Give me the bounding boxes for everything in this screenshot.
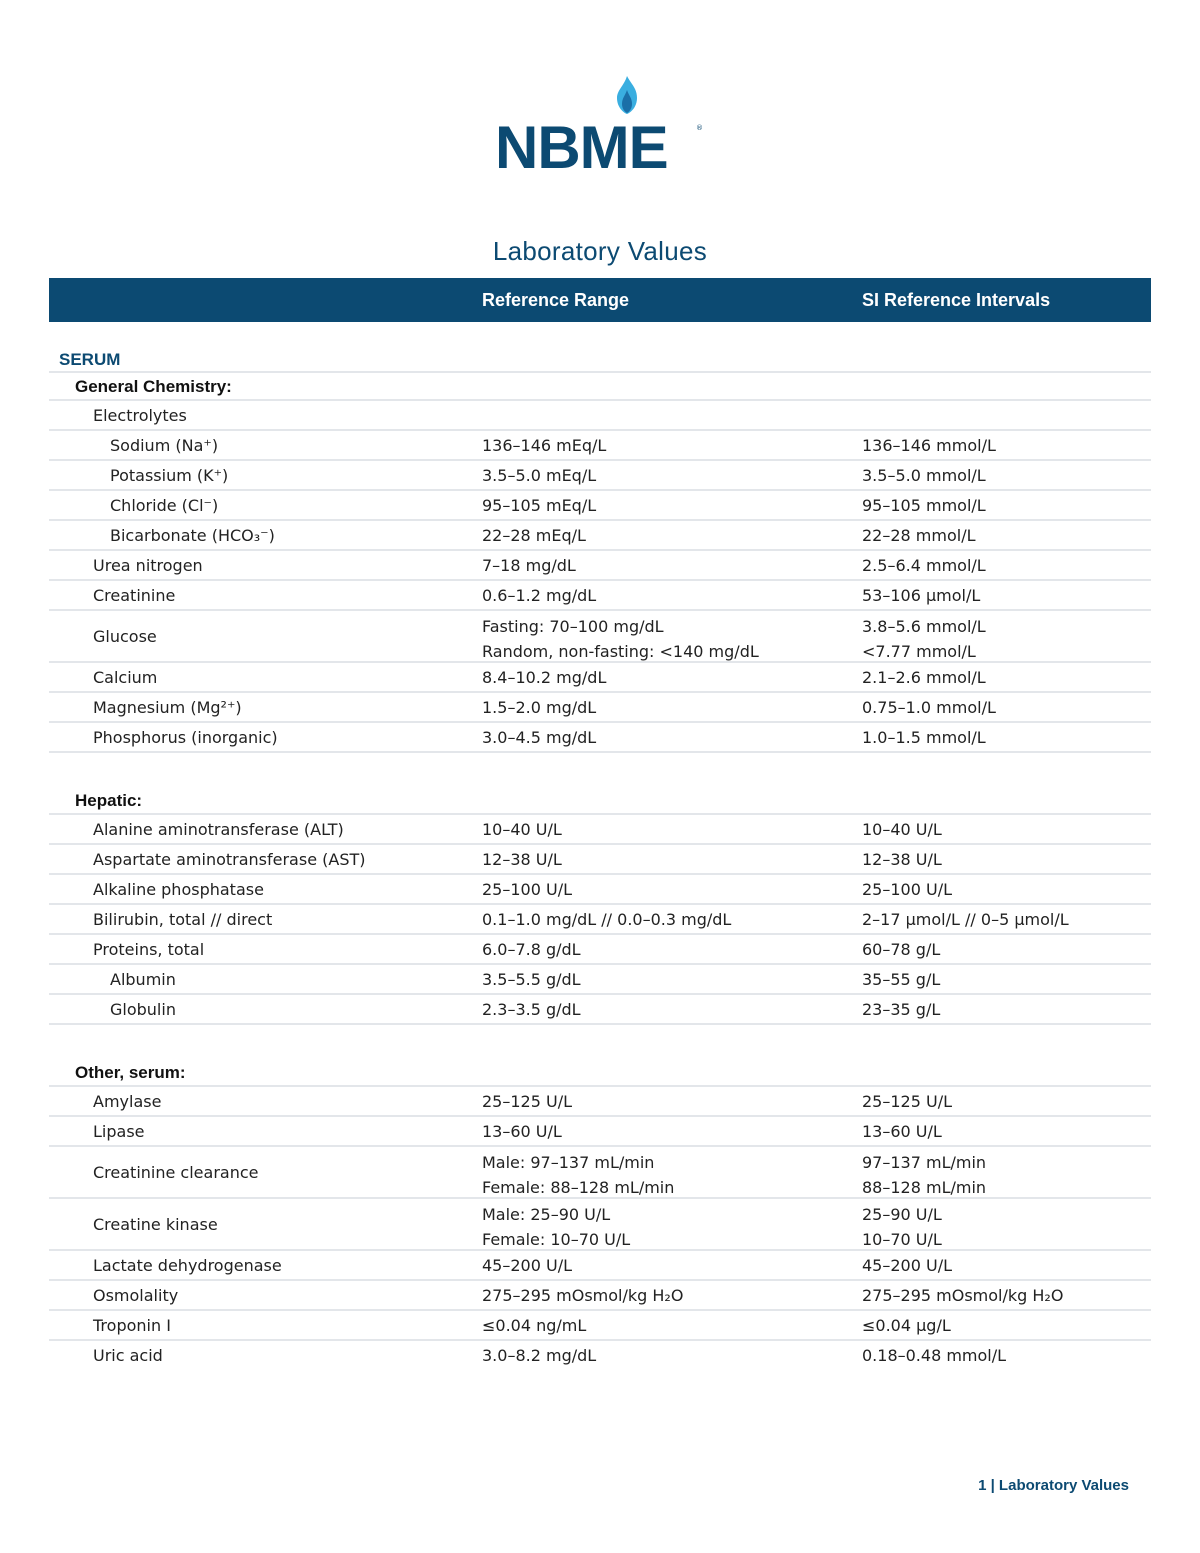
table-row [49,967,1151,995]
si-interval-line: <7.77 mmol/L [862,642,976,661]
reference-range: 3.0–4.5 mg/dL [482,728,597,747]
group-general-chemistry [49,373,1151,401]
reference-range: 13–60 U/L [482,1122,562,1141]
test-name: Creatinine [93,586,176,605]
si-interval: 25–125 U/L [862,1092,952,1111]
si-interval [862,1150,986,1200]
test-name: Potassium (K⁺) [110,466,229,485]
test-name: Calcium [93,668,158,687]
lab-values-table [49,345,1151,1369]
si-interval: 10–40 U/L [862,820,942,839]
group-label: General Chemistry: [75,377,232,396]
si-interval-line: 97–137 mL/min [862,1153,987,1172]
table-row [49,877,1151,905]
si-interval: 35–55 g/L [862,970,941,989]
subgroup-electrolytes [49,403,1151,431]
reference-range: 1.5–2.0 mg/dL [482,698,597,717]
test-name: Alanine aminotransferase (ALT) [93,820,344,839]
reference-range: 25–100 U/L [482,880,572,899]
test-name: Amylase [93,1092,162,1111]
test-name: Proteins, total [93,940,205,959]
si-interval-line: 25–90 U/L [862,1205,942,1224]
si-interval: 2.5–6.4 mmol/L [862,556,986,575]
table-row [49,1149,1151,1199]
test-name: Magnesium (Mg²⁺) [93,698,242,717]
table-row [49,665,1151,693]
section-label: SERUM [59,350,121,369]
section-spacer [49,1025,1151,1059]
si-interval: 0.75–1.0 mmol/L [862,698,996,717]
reference-range [482,614,759,664]
table-row [49,1089,1151,1117]
group-hepatic [49,787,1151,815]
test-name: Sodium (Na⁺) [110,436,219,455]
logo-wordmark: NBME [495,114,668,181]
group-other-serum [49,1059,1151,1087]
reference-range-line: Female: 88–128 mL/min [482,1178,675,1197]
si-interval: 25–100 U/L [862,880,952,899]
test-name: Uric acid [93,1346,163,1365]
si-interval: 3.5–5.0 mmol/L [862,466,986,485]
page-title: Laboratory Values [492,236,708,266]
header-si-intervals: SI Reference Intervals [862,290,1051,310]
table-row [49,817,1151,845]
logo-registered-mark: ® [696,124,703,132]
test-name: Creatinine clearance [93,1163,259,1182]
test-name: Troponin I [93,1316,171,1335]
test-name: Urea nitrogen [93,556,203,575]
table-row [49,1253,1151,1281]
reference-range: 0.6–1.2 mg/dL [482,586,597,605]
test-name: Lactate dehydrogenase [93,1256,282,1275]
table-row [49,493,1151,521]
table-row [49,613,1151,663]
reference-range: 3.5–5.0 mEq/L [482,466,597,485]
test-name: Albumin [110,970,176,989]
reference-range: 3.5–5.5 g/dL [482,970,581,989]
si-interval-line: 88–128 mL/min [862,1178,987,1197]
nbme-logo [495,76,710,181]
table-row [49,553,1151,581]
si-interval: 12–38 U/L [862,850,942,869]
table-row [49,1343,1151,1369]
reference-range: 136–146 mEq/L [482,436,607,455]
table-row [49,937,1151,965]
header-reference-range: Reference Range [482,290,630,310]
si-interval [862,1202,942,1252]
reference-range: 22–28 mEq/L [482,526,586,545]
reference-range: 0.1–1.0 mg/dL // 0.0–0.3 mg/dL [482,910,732,929]
si-interval: 136–146 mmol/L [862,436,996,455]
test-name: Lipase [93,1122,145,1141]
reference-range: 6.0–7.8 g/dL [482,940,581,959]
reference-range: 2.3–3.5 g/dL [482,1000,581,1019]
reference-range: 45–200 U/L [482,1256,572,1275]
si-interval: 53–106 µmol/L [862,586,981,605]
si-interval: 22–28 mmol/L [862,526,976,545]
test-name: Chloride (Cl⁻) [110,496,219,515]
si-interval: 2.1–2.6 mmol/L [862,668,986,687]
si-interval-line: 3.8–5.6 mmol/L [862,617,986,636]
test-name: Creatine kinase [93,1215,218,1234]
test-name: Bicarbonate (HCO₃⁻) [110,526,275,545]
si-interval: ≤0.04 µg/L [862,1316,951,1335]
test-name: Glucose [93,627,157,646]
group-label: Hepatic: [75,791,143,810]
reference-range-line: Random, non-fasting: <140 mg/dL [482,642,759,661]
si-interval [862,614,986,664]
reference-range: ≤0.04 ng/mL [482,1316,587,1335]
reference-range-line: Male: 25–90 U/L [482,1205,611,1224]
si-interval: 2–17 µmol/L // 0–5 µmol/L [862,910,1069,929]
table-row [49,725,1151,753]
page-footer: 1 | Laboratory Values [978,1477,1129,1494]
test-name: Osmolality [93,1286,179,1305]
reference-range: 3.0–8.2 mg/dL [482,1346,597,1365]
table-row [49,907,1151,935]
subgroup-label: Electrolytes [93,406,187,425]
si-interval: 60–78 g/L [862,940,941,959]
table-row [49,695,1151,723]
test-name: Alkaline phosphatase [93,880,264,899]
table-row [49,847,1151,875]
si-interval: 95–105 mmol/L [862,496,986,515]
reference-range-line: Female: 10–70 U/L [482,1230,631,1249]
table-row [49,463,1151,491]
group-label: Other, serum: [75,1063,186,1082]
si-interval-line: 10–70 U/L [862,1230,942,1249]
table-row [49,1283,1151,1311]
reference-range: 25–125 U/L [482,1092,572,1111]
si-interval: 23–35 g/L [862,1000,941,1019]
reference-range: 275–295 mOsmol/kg H₂O [482,1286,684,1305]
test-name: Bilirubin, total // direct [93,910,273,929]
table-row [49,1313,1151,1341]
table-row [49,433,1151,461]
si-interval: 13–60 U/L [862,1122,942,1141]
reference-range: 10–40 U/L [482,820,562,839]
si-interval: 275–295 mOsmol/kg H₂O [862,1286,1064,1305]
reference-range: 95–105 mEq/L [482,496,597,515]
test-name: Phosphorus (inorganic) [93,728,278,747]
table-row [49,997,1151,1025]
table-row [49,1119,1151,1147]
si-interval: 45–200 U/L [862,1256,952,1275]
si-interval: 0.18–0.48 mmol/L [862,1346,1007,1365]
test-name: Aspartate aminotransferase (AST) [93,850,366,869]
reference-range [482,1202,630,1252]
reference-range: 7–18 mg/dL [482,556,576,575]
reference-range: 8.4–10.2 mg/dL [482,668,607,687]
section-spacer [49,753,1151,787]
reference-range-line: Male: 97–137 mL/min [482,1153,655,1172]
section-serum [49,345,1151,373]
table-header [49,278,1151,322]
test-name: Globulin [110,1000,176,1019]
reference-range: 12–38 U/L [482,850,562,869]
reference-range [482,1150,674,1200]
table-row [49,1201,1151,1251]
table-row [49,523,1151,551]
si-interval: 1.0–1.5 mmol/L [862,728,986,747]
reference-range-line: Fasting: 70–100 mg/dL [482,617,664,636]
table-row [49,583,1151,611]
